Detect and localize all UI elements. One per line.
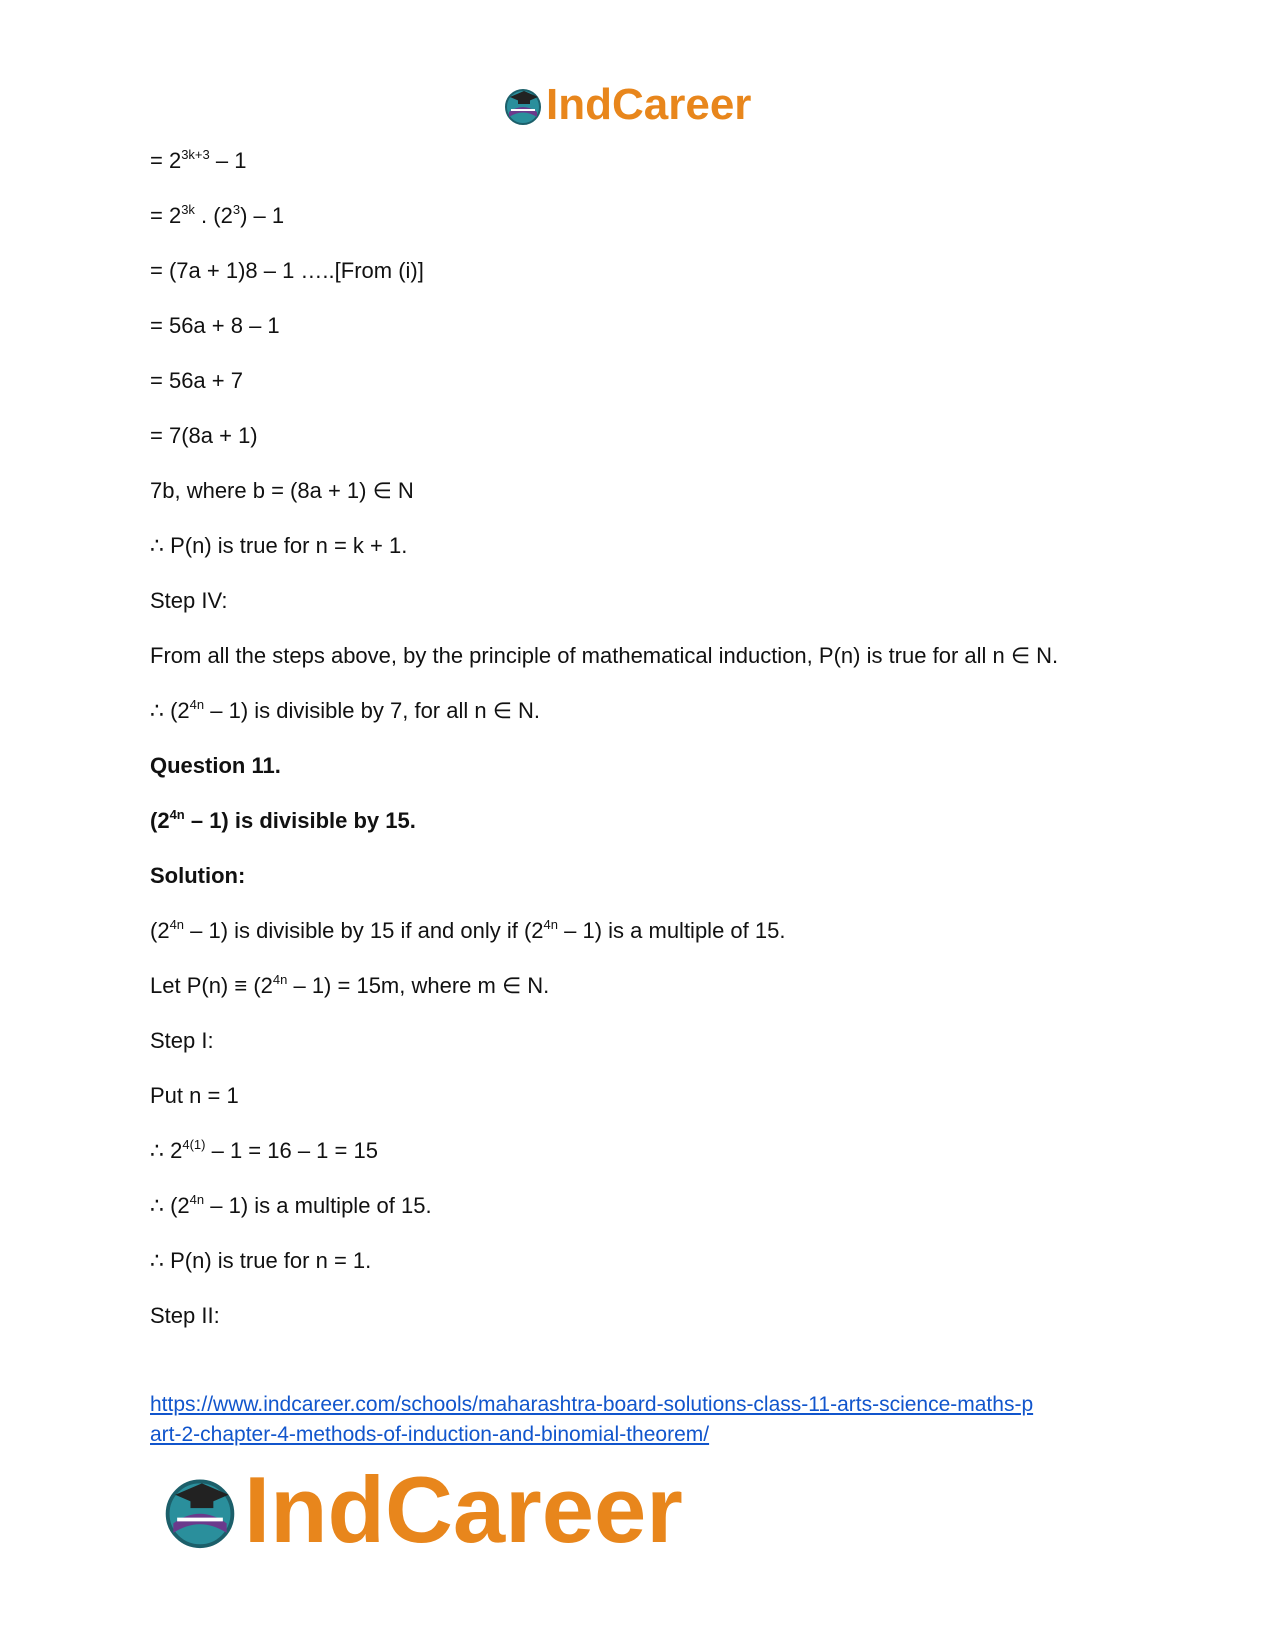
step-heading: Step IV: [150,588,228,613]
text-line: Put n = 1 [150,1083,239,1108]
equation-line: ∴ $2^{4(1)} - 1 = 16 - 1 = 15$ [150,1137,378,1163]
text-line: ∴ P(n) is true for n = 1. [150,1248,372,1273]
equation-line: = (7a + 1)8 – 1 …..[From (i)] [150,258,424,283]
question-heading: Question 11. [150,753,281,778]
graduation-globe-icon [160,1470,240,1550]
equation-line: = $2^{3k+3} - 1$ [150,147,247,173]
equation-line: = 7(8a + 1) [150,423,258,448]
text-line: 7b, where b = (8a + 1) ∈ N [150,478,414,503]
equation-line: = $2^{3k}$ . $(2^3) - 1$ [150,202,285,228]
text-line: From all the steps above, by the principle of mathematical induction, P(n) is true for all n ∈ N. [150,643,1059,668]
graduation-globe-icon [502,84,544,126]
equation-line: = 56a + 8 – 1 [150,313,280,338]
text-line: $(2^{4n} - 1)$ is divisible by 15 if and only if $(2^{4n} - 1)$ is a multiple of 15. [150,917,786,943]
header-logo-text: IndCareer [546,80,752,129]
solution-heading: Solution: [150,863,246,888]
text-line: Let $P(n) \equiv (2^{4n} - 1) = 15m$, where m ∈ N. [150,972,550,998]
document-body [150,146,1150,1356]
question-statement: $(2^{4n} - 1)$ is divisible by 15. [150,807,416,833]
source-link-line-1[interactable]: https://www.indcareer.com/schools/maharashtra-board-solutions-class-11-arts-science-maths-p [150,1393,1034,1416]
text-line: ∴ $(2^{4n} - 1)$ is a multiple of 15. [150,1192,432,1218]
text-line: ∴ P(n) is true for n = k + 1. [150,533,408,558]
equation-line: = 56a + 7 [150,368,243,393]
step-heading: Step II: [150,1303,220,1328]
text-line: ∴ $(2^{4n} - 1)$ is divisible by 7, for all n ∈ N. [150,697,540,723]
footer-logo-text: IndCareer [244,1457,683,1562]
source-link-line-2[interactable]: art-2-chapter-4-methods-of-induction-and-binomial-theorem/ [150,1423,710,1446]
step-heading: Step I: [150,1028,214,1053]
footer-logo [160,1457,683,1562]
source-link[interactable] [150,1390,1130,1450]
header-logo [502,80,751,130]
